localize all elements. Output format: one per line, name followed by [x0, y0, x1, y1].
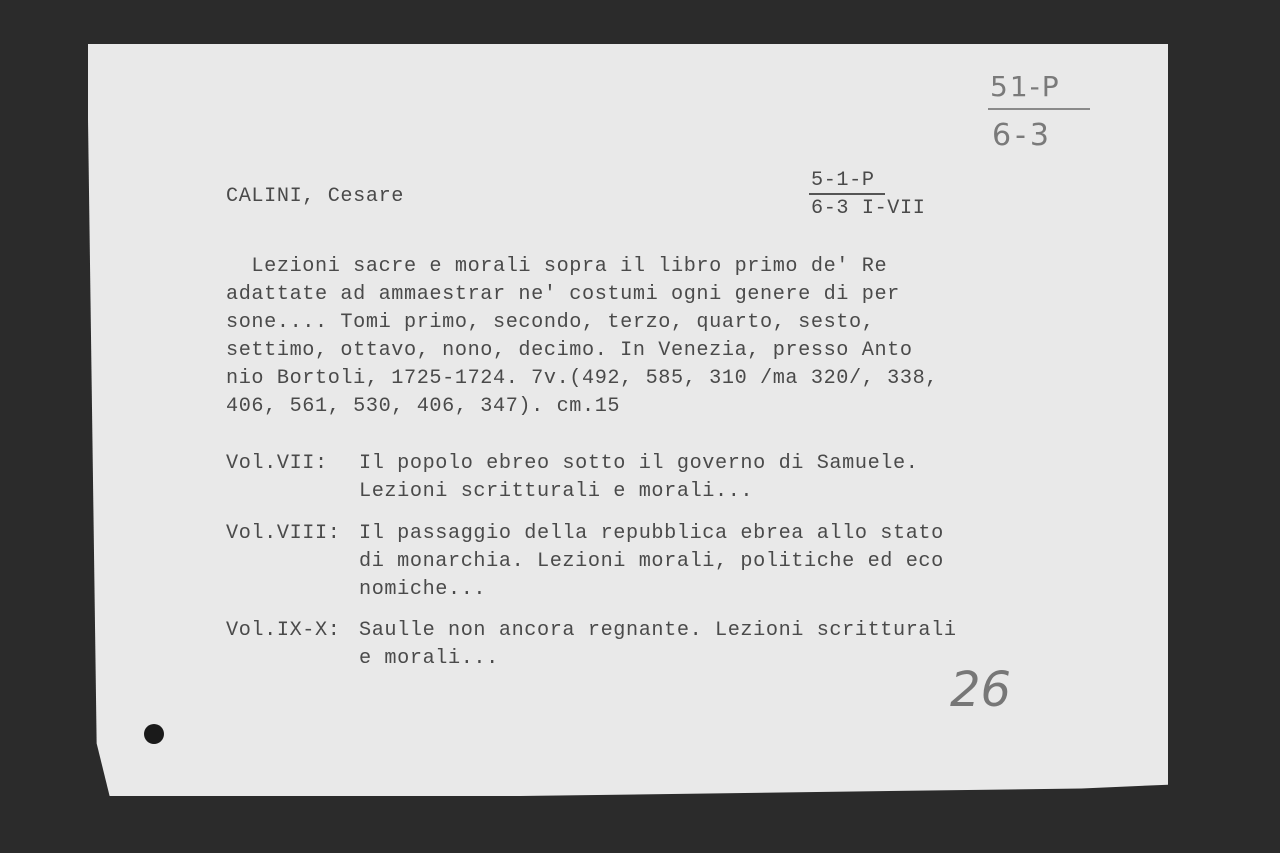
volume-title-line: nomiche...	[359, 578, 487, 601]
description-line: settimo, ottavo, nono, decimo. In Venezia, presso Anto	[226, 339, 913, 362]
volume-title-line: Saulle non ancora regnante. Lezioni scritturali	[359, 619, 957, 642]
description-line: nio Bortoli, 1725-1724. 7v.(492, 585, 310 /ma 320/, 338,	[226, 367, 939, 390]
handwritten-shelfmark-top: 51-P	[990, 70, 1061, 103]
shelfmark-top: 5-1-P	[811, 169, 875, 192]
volume-title-line: di monarchia. Lezioni morali, politiche ed eco	[359, 550, 944, 573]
description-line: Lezioni sacre e morali sopra il libro primo de' Re	[226, 255, 888, 278]
card-author: CALINI, Cesare	[226, 185, 405, 208]
handwritten-number: 26	[950, 662, 1012, 718]
volume-title-line: Il passaggio della repubblica ebrea allo stato	[359, 522, 944, 545]
volume-label: Vol.IX-X:	[226, 619, 341, 642]
volume-title-line: e morali...	[359, 647, 499, 670]
description-line: sone.... Tomi primo, secondo, terzo, quarto, sesto,	[226, 311, 875, 334]
description-line: 406, 561, 530, 406, 347). cm.15	[226, 395, 621, 418]
shelfmark-bottom: 6-3 I-VII	[811, 197, 926, 220]
volume-label: Vol.VIII:	[226, 522, 341, 545]
volume-title-line: Il popolo ebreo sotto il governo di Samuele.	[359, 452, 919, 475]
volume-label: Vol.VII:	[226, 452, 328, 475]
handwritten-shelfmark-bottom: 6-3	[992, 118, 1053, 153]
volume-title-line: Lezioni scritturali e morali...	[359, 480, 754, 503]
description-line: adattate ad ammaestrar ne' costumi ogni genere di per	[226, 283, 900, 306]
handwritten-fraction-line	[988, 108, 1090, 110]
punch-hole	[144, 724, 164, 744]
